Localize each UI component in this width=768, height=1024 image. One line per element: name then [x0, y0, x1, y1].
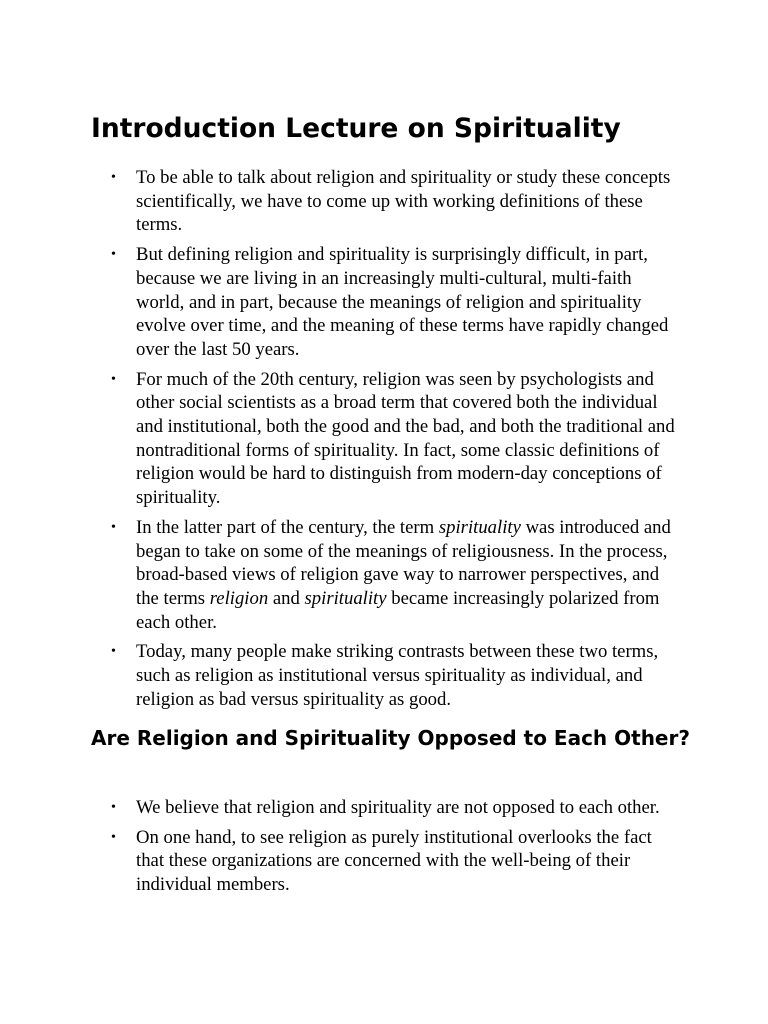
section-heading: Are Religion and Spirituality Opposed to Each Other?: [91, 726, 690, 750]
list-item: [0, 796, 682, 820]
list-item-text: We believe that religion and spirituality are not opposed to each other.: [136, 797, 660, 818]
bullet-list-intro: [0, 166, 682, 717]
list-item: [0, 243, 682, 362]
italic-term: religion: [209, 587, 269, 609]
list-item-text: became increasingly polarized from each other.: [136, 587, 660, 633]
bullet-icon: •: [111, 829, 116, 845]
bullet-icon: •: [111, 800, 116, 815]
bullet-icon: •: [111, 644, 116, 660]
list-item-text: was introduced and began to take on some of the meanings of religiousness. In the process, broad-based views of religion gave way to narrower perspectives, and the terms: [136, 516, 671, 609]
bullet-icon: •: [111, 247, 116, 263]
bullet-list-opposition: [0, 796, 682, 903]
list-item-text: In the latter part of the century, the term: [136, 516, 439, 538]
list-item-text: Today, many people make striking contrasts between these two terms, such as religion as institutional versus spirituality as individual, and religion as bad versus spirituality as good.: [136, 641, 659, 710]
bullet-icon: •: [111, 519, 116, 535]
list-item: [0, 516, 682, 635]
italic-term: spirituality: [304, 587, 387, 609]
list-item-text: For much of the 20th century, religion was seen by psychologists and other social scientists as a broad term that covered both the individual and institutional, both the good and the bad, and both the traditional and nontraditional forms of spirituality. In fact, some classic definitions of religion would be hard to distinguish from modern-day conceptions of spirituality.: [136, 368, 675, 509]
list-item: [0, 826, 682, 897]
list-item: [0, 640, 682, 711]
list-item: [0, 368, 682, 510]
page-title: Introduction Lecture on Spirituality: [91, 113, 621, 144]
list-item-text: On one hand, to see religion as purely institutional overlooks the fact that these organizations are concerned with the well-being of their individual members.: [136, 826, 652, 896]
list-item-text: To be able to talk about religion and spirituality or study these concepts scientifically, we have to come up with working definitions of these terms.: [136, 167, 671, 236]
list-item-text: But defining religion and spirituality is surprisingly difficult, in part, because we are living in an increasingly multi-cultural, multi-faith world, and in part, because the meanings of religion and spirituality evolve over time, and the meaning of these terms have rapidly changed over the last 50 years.: [136, 244, 669, 360]
list-item-text: and: [268, 587, 305, 609]
list-item: [0, 166, 682, 237]
bullet-icon: •: [111, 371, 116, 387]
bullet-icon: •: [111, 170, 116, 185]
italic-term: spirituality: [438, 516, 521, 538]
